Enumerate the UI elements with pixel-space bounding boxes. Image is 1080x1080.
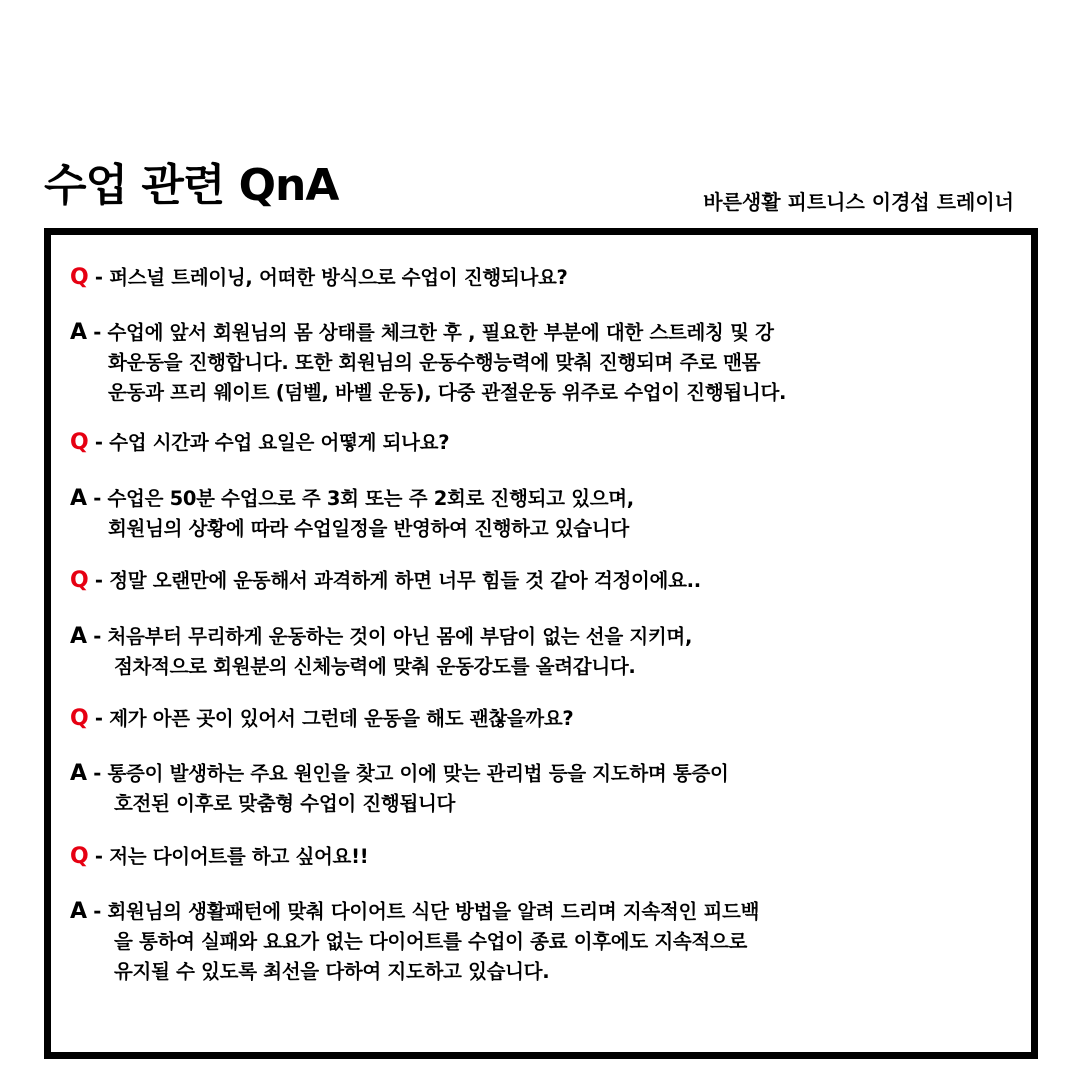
answer-4: [70, 759, 1030, 819]
separator: -: [88, 707, 110, 730]
separator: -: [86, 321, 108, 344]
answer-5-line-1: 회원님의 생활패턴에 맞춰 다이어트 식단 방법을 알려 드리며 지속적인 피드백: [107, 900, 760, 923]
answer-1: [70, 318, 1030, 408]
answer-3-line-2: 점차적으로 회원분의 신체능력에 맞춰 운동강도를 올려갑니다.: [114, 655, 636, 678]
q-marker: Q: [70, 568, 89, 593]
answer-3-line-1: 처음부터 무리하게 운동하는 것이 아닌 몸에 부담이 없는 선을 지키며,: [107, 625, 693, 648]
answer-1-line-1: 수업에 앞서 회원님의 몸 상태를 체크한 후 , 필요한 부분에 대한 스트레칭 및 강: [107, 321, 774, 344]
answer-1-line-2: 화운동을 진행합니다. 또한 회원님의 운동수행능력에 맞춰 진행되며 주로 맨몸: [108, 351, 761, 374]
separator: -: [88, 431, 110, 454]
trainer-credit: 바른생활 피트니스 이경섭 트레이너: [703, 190, 1014, 214]
separator: -: [88, 569, 110, 592]
a-marker: A: [70, 899, 87, 924]
a-marker: A: [70, 320, 87, 345]
question-4-text: 제가 아픈 곳이 있어서 그런데 운동을 해도 괜찮을까요?: [109, 707, 574, 730]
separator: -: [86, 900, 108, 923]
question-1-text: 퍼스널 트레이닝, 어떠한 방식으로 수업이 진행되나요?: [109, 266, 568, 289]
question-5: [70, 842, 1030, 872]
answer-2-line-1: 수업은 50분 수업으로 주 3회 또는 주 2회로 진행되고 있으며,: [107, 487, 634, 510]
separator: -: [88, 266, 110, 289]
separator: -: [86, 625, 108, 648]
q-marker: Q: [70, 265, 89, 290]
a-marker: A: [70, 624, 87, 649]
separator: -: [88, 845, 110, 868]
answer-2: [70, 484, 1030, 544]
question-2: [70, 428, 1030, 458]
separator: -: [86, 487, 108, 510]
a-marker: A: [70, 761, 87, 786]
page-title: 수업 관련 QnA: [44, 160, 339, 211]
question-4: [70, 704, 1030, 734]
answer-1-line-3: 운동과 프리 웨이트 (덤벨, 바벨 운동), 다중 관절운동 위주로 수업이 진행됩니다.: [108, 381, 787, 404]
question-2-text: 수업 시간과 수업 요일은 어떻게 되나요?: [109, 431, 450, 454]
answer-2-line-2: 회원님의 상황에 따라 수업일정을 반영하여 진행하고 있습니다: [108, 517, 629, 540]
separator: -: [86, 762, 108, 785]
a-marker: A: [70, 486, 87, 511]
question-5-text: 저는 다이어트를 하고 싶어요!!: [109, 845, 369, 868]
q-marker: Q: [70, 430, 89, 455]
answer-4-line-1: 통증이 발생하는 주요 원인을 찾고 이에 맞는 관리법 등을 지도하며 통증이: [107, 762, 729, 785]
question-1: [70, 263, 1030, 293]
answer-4-line-2: 호전된 이후로 맞춤형 수업이 진행됩니다: [114, 792, 456, 815]
question-3-text: 정말 오랜만에 운동해서 과격하게 하면 너무 힘들 것 같아 걱정이에요..: [109, 569, 701, 592]
answer-3: [70, 622, 1030, 682]
question-3: [70, 566, 1030, 596]
q-marker: Q: [70, 706, 89, 731]
answer-5-line-2: 을 통하여 실패와 요요가 없는 다이어트를 수업이 종료 이후에도 지속적으로: [114, 930, 748, 953]
q-marker: Q: [70, 844, 89, 869]
answer-5: [70, 897, 1030, 987]
answer-5-line-3: 유지될 수 있도록 최선을 다하여 지도하고 있습니다.: [114, 960, 550, 983]
